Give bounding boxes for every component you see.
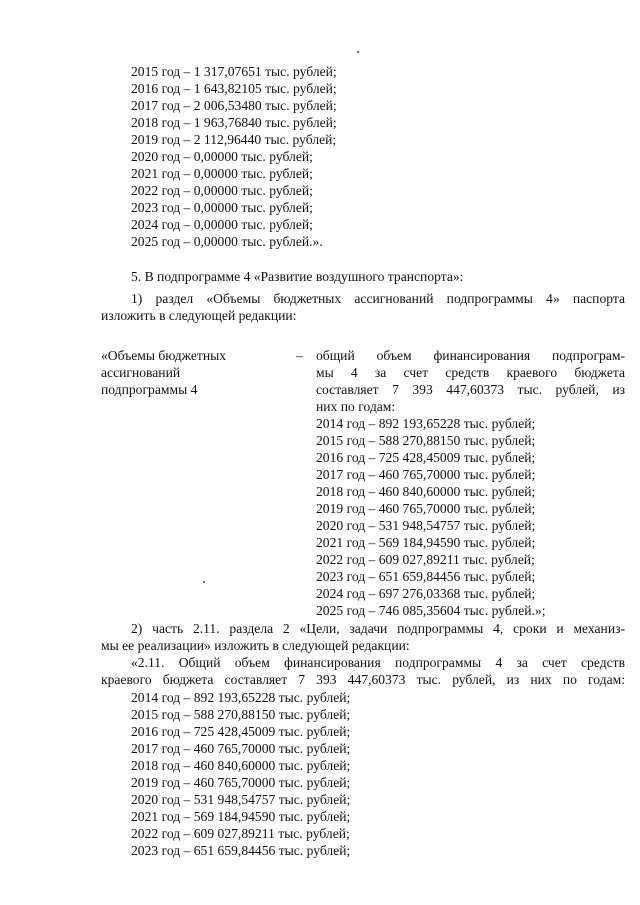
passport-intro-line: них по годам: — [316, 399, 396, 414]
year-line: 2023 год – 0,00000 тыс. рублей; — [131, 200, 313, 215]
year-line: 2016 год – 725 428,45009 тыс. рублей; — [131, 724, 351, 739]
passport-intro-line: мы 4 за счет средств краевого бюджета — [316, 365, 625, 380]
passport-label-line: ассигнований — [101, 365, 181, 380]
year-line: 2015 год – 1 317,07651 тыс. рублей; — [131, 64, 337, 79]
passport-year-line: 2018 год – 460 840,60000 тыс. рублей; — [316, 484, 536, 499]
passport-year-line: 2017 год – 460 765,70000 тыс. рублей; — [316, 467, 536, 482]
year-line: 2022 год – 0,00000 тыс. рублей; — [131, 183, 313, 198]
year-line: 2021 год – 569 184,94590 тыс. рублей; — [131, 809, 351, 824]
section-heading: 5. В подпрограмме 4 «Развитие воздушного транспорта»: — [131, 269, 464, 284]
item1-line1: 1) раздел «Объемы бюджетных ассигнований подпрограммы 4» паспорта — [131, 291, 625, 306]
year-line: 2017 год – 460 765,70000 тыс. рублей; — [131, 741, 351, 756]
item2-line4: краевого бюджета составляет 7 393 447,60373 тыс. рублей, из них по годам: — [101, 672, 625, 687]
year-line: 2019 год – 460 765,70000 тыс. рублей; — [131, 775, 351, 790]
passport-label-line: «Объемы бюджетных — [101, 348, 227, 363]
passport-year-line: 2020 год – 531 948,54757 тыс. рублей; — [316, 518, 536, 533]
passport-year-line: 2016 год – 725 428,45009 тыс. рублей; — [316, 450, 536, 465]
passport-year-line: 2025 год – 746 085,35604 тыс. рублей.»; — [316, 603, 546, 618]
passport-year-line: 2021 год – 569 184,94590 тыс. рублей; — [316, 535, 536, 550]
passport-year-line: 2022 год – 609 027,89211 тыс. рублей; — [316, 552, 535, 567]
scan-speck — [203, 581, 205, 583]
passport-year-line: 2024 год – 697 276,03368 тыс. рублей; — [316, 586, 536, 601]
year-line: 2020 год – 531 948,54757 тыс. рублей; — [131, 792, 351, 807]
passport-year-line: 2015 год – 588 270,88150 тыс. рублей; — [316, 433, 536, 448]
year-line: 2022 год – 609 027,89211 тыс. рублей; — [131, 826, 350, 841]
year-line: 2020 год – 0,00000 тыс. рублей; — [131, 149, 313, 164]
year-line: 2017 год – 2 006,53480 тыс. рублей; — [131, 98, 337, 113]
year-line: 2016 год – 1 643,82105 тыс. рублей; — [131, 81, 337, 96]
passport-year-line: 2023 год – 651 659,84456 тыс. рублей; — [316, 569, 536, 584]
passport-year-line: 2014 год – 892 193,65228 тыс. рублей; — [316, 416, 536, 431]
year-line: 2015 год – 588 270,88150 тыс. рублей; — [131, 707, 351, 722]
passport-dash: – — [296, 348, 303, 363]
passport-label — [101, 347, 261, 398]
item1-line2: изложить в следующей редакции: — [101, 308, 297, 323]
year-line: 2014 год – 892 193,65228 тыс. рублей; — [131, 690, 351, 705]
passport-intro-line: составляет 7 393 447,60373 тыс. рублей, из — [316, 382, 625, 397]
passport-intro-line: общий объем финансирования подпрограм- — [316, 348, 625, 363]
scan-speck — [357, 51, 359, 53]
year-line: 2024 год – 0,00000 тыс. рублей; — [131, 217, 313, 232]
year-line: 2019 год – 2 112,96440 тыс. рублей; — [131, 132, 337, 147]
year-line: 2021 год – 0,00000 тыс. рублей; — [131, 166, 313, 181]
year-line: 2018 год – 1 963,76840 тыс. рублей; — [131, 115, 337, 130]
item2-line3: «2.11. Общий объем финансирования подпрограммы 4 за счет средств — [131, 655, 625, 670]
item2-line1: 2) часть 2.11. раздела 2 «Цели, задачи подпрограммы 4, сроки и механиз- — [131, 621, 625, 636]
year-line: 2018 год – 460 840,60000 тыс. рублей; — [131, 758, 351, 773]
item2-line2: мы ее реализации» изложить в следующей редакции: — [101, 638, 410, 653]
year-line: 2025 год – 0,00000 тыс. рублей.». — [131, 234, 323, 249]
passport-label-line: подпрограммы 4 — [101, 382, 198, 397]
year-line: 2023 год – 651 659,84456 тыс. рублей; — [131, 843, 351, 858]
passport-year-line: 2019 год – 460 765,70000 тыс. рублей; — [316, 501, 536, 516]
passport-value — [316, 347, 625, 619]
